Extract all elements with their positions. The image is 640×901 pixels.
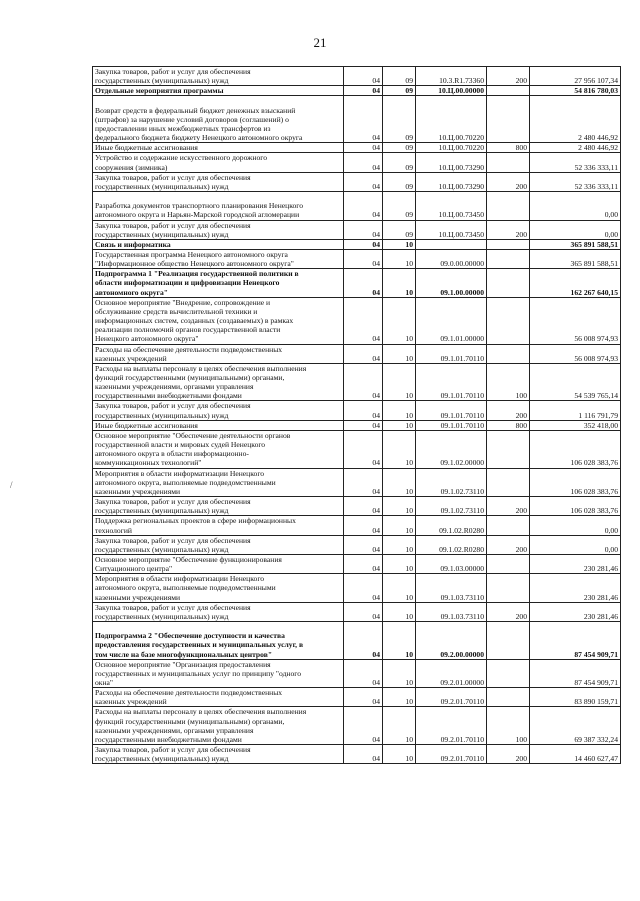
row-subsection-code: 09 — [383, 96, 416, 143]
row-name: Закупка товаров, работ и услуг для обеспечения государственных (муниципальных) нужд — [93, 745, 344, 764]
row-expense-type: 200 — [487, 172, 530, 191]
row-name: Разработка документов транспортного планирования Ненецкого автономного округа и Нарьян-Марской городской агломерации — [93, 192, 344, 220]
row-subsection-code: 09 — [383, 143, 416, 153]
row-target-article: 10.Ц.00.70220 — [416, 96, 487, 143]
row-amount: 2 480 446,92 — [530, 143, 621, 153]
row-amount: 56 008 974,93 — [530, 344, 621, 363]
row-expense-type: 200 — [487, 745, 530, 764]
row-target-article: 09.2.01.70110 — [416, 707, 487, 745]
row-subsection-code: 10 — [383, 574, 416, 602]
table-row — [93, 344, 621, 363]
row-subsection-code: 09 — [383, 67, 416, 86]
row-target-article: 10.Ц.00.73290 — [416, 153, 487, 172]
row-expense-type — [487, 239, 530, 249]
row-name: Иные бюджетные ассигнования — [93, 143, 344, 153]
row-name: Закупка товаров, работ и услуг для обеспечения государственных (муниципальных) нужд — [93, 220, 344, 239]
row-section-code: 04 — [344, 239, 383, 249]
table-row — [93, 574, 621, 602]
row-target-article: 09.1.01.70110 — [416, 344, 487, 363]
row-amount: 352 418,00 — [530, 420, 621, 430]
row-target-article: 10.Ц.00.73290 — [416, 172, 487, 191]
row-expense-type — [487, 516, 530, 535]
row-subsection-code: 10 — [383, 516, 416, 535]
row-section-code: 04 — [344, 535, 383, 554]
row-expense-type — [487, 192, 530, 220]
row-name: Устройство и содержание искусственного дорожного сооружения (зимника) — [93, 153, 344, 172]
table-row — [93, 535, 621, 554]
row-target-article: 09.1.00.00000 — [416, 269, 487, 297]
table-row — [93, 622, 621, 660]
row-name: Связь и информатика — [93, 239, 344, 249]
row-amount: 0,00 — [530, 516, 621, 535]
row-name: Государственная программа Ненецкого автономного округа "Информационное общество Ненецкого автономного округа" — [93, 249, 344, 268]
table-row — [93, 192, 621, 220]
row-expense-type — [487, 554, 530, 573]
row-target-article: 10.3.R1.73360 — [416, 67, 487, 86]
row-amount: 54 816 780,03 — [530, 86, 621, 96]
row-name: Иные бюджетные ассигнования — [93, 420, 344, 430]
row-subsection-code: 10 — [383, 269, 416, 297]
row-amount: 1 116 791,79 — [530, 401, 621, 420]
row-subsection-code: 10 — [383, 344, 416, 363]
row-name: Подпрограмма 1 "Реализация государственной политики в области информатизации и цифровизации Ненецкого автономного округа" — [93, 269, 344, 297]
row-amount: 365 891 588,51 — [530, 239, 621, 249]
row-amount: 2 480 446,92 — [530, 96, 621, 143]
table-row — [93, 707, 621, 745]
row-expense-type: 800 — [487, 420, 530, 430]
row-amount: 54 539 765,14 — [530, 363, 621, 401]
row-section-code: 04 — [344, 269, 383, 297]
row-name: Подпрограмма 2 "Обеспечение доступности и качества предоставления государственных и муниципальных услуг, в том числе на базе многофункциональных центров" — [93, 622, 344, 660]
table-row — [93, 172, 621, 191]
row-name: Закупка товаров, работ и услуг для обеспечения государственных (муниципальных) нужд — [93, 497, 344, 516]
row-amount: 87 454 909,71 — [530, 622, 621, 660]
row-section-code: 04 — [344, 86, 383, 96]
row-subsection-code: 09 — [383, 220, 416, 239]
table-row — [93, 143, 621, 153]
row-expense-type — [487, 622, 530, 660]
row-section-code: 04 — [344, 67, 383, 86]
row-target-article: 09.0.00.00000 — [416, 249, 487, 268]
row-subsection-code: 10 — [383, 707, 416, 745]
row-subsection-code: 10 — [383, 401, 416, 420]
table-row — [93, 516, 621, 535]
row-expense-type — [487, 297, 530, 344]
row-amount: 56 008 974,93 — [530, 297, 621, 344]
row-name: Расходы на выплаты персоналу в целях обеспечения выполнения функций государственными (муниципальными) органами, казенными учреждениями, органами управления государственными внебюджетными фондами — [93, 363, 344, 401]
row-expense-type — [487, 574, 530, 602]
row-amount: 0,00 — [530, 535, 621, 554]
row-amount: 230 281,46 — [530, 574, 621, 602]
row-section-code: 04 — [344, 622, 383, 660]
row-amount: 106 028 383,76 — [530, 430, 621, 468]
table-row — [93, 297, 621, 344]
row-subsection-code: 10 — [383, 602, 416, 621]
row-section-code: 04 — [344, 192, 383, 220]
row-name: Закупка товаров, работ и услуг для обеспечения государственных (муниципальных) нужд — [93, 602, 344, 621]
row-subsection-code: 09 — [383, 153, 416, 172]
table-row — [93, 401, 621, 420]
row-target-article: 10.Ц.00.73450 — [416, 192, 487, 220]
row-amount: 0,00 — [530, 192, 621, 220]
row-section-code: 04 — [344, 153, 383, 172]
row-expense-type: 800 — [487, 143, 530, 153]
row-subsection-code: 10 — [383, 297, 416, 344]
row-name: Мероприятия в области информатизации Ненецкого автономного округа, выполняемые подведомственными казенными учреждениями — [93, 468, 344, 496]
row-section-code: 04 — [344, 249, 383, 268]
row-section-code: 04 — [344, 707, 383, 745]
row-target-article: 09.1.01.70110 — [416, 363, 487, 401]
row-expense-type: 200 — [487, 602, 530, 621]
budget-table — [92, 66, 621, 764]
row-subsection-code: 10 — [383, 688, 416, 707]
row-name: Закупка товаров, работ и услуг для обеспечения государственных (муниципальных) нужд — [93, 535, 344, 554]
row-name: Основное мероприятие "Обеспечение деятельности органов государственной власти и мировых судей Ненецкого автономного округа в области информационно- коммуникационных технологий" — [93, 430, 344, 468]
table-row — [93, 249, 621, 268]
row-subsection-code: 10 — [383, 249, 416, 268]
row-section-code: 04 — [344, 468, 383, 496]
row-subsection-code: 10 — [383, 468, 416, 496]
row-expense-type — [487, 96, 530, 143]
row-target-article: 10.Ц.00.00000 — [416, 86, 487, 96]
row-section-code: 04 — [344, 688, 383, 707]
table-row — [93, 688, 621, 707]
row-amount: 52 336 333,11 — [530, 172, 621, 191]
table-row — [93, 497, 621, 516]
table-row — [93, 745, 621, 764]
row-expense-type — [487, 344, 530, 363]
row-subsection-code: 10 — [383, 239, 416, 249]
page-number: 21 — [313, 35, 327, 50]
row-name: Расходы на выплаты персоналу в целях обеспечения выполнения функций государственными (муниципальными) органами, казенными учреждениями, органами управления государственными внебюджетными фондами — [93, 707, 344, 745]
row-section-code: 04 — [344, 516, 383, 535]
row-target-article: 09.1.02.R0280 — [416, 516, 487, 535]
table-row — [93, 430, 621, 468]
row-expense-type: 100 — [487, 707, 530, 745]
row-subsection-code: 09 — [383, 192, 416, 220]
row-target-article: 09.2.01.70110 — [416, 688, 487, 707]
budget-table-body — [93, 67, 621, 764]
row-subsection-code: 10 — [383, 497, 416, 516]
row-section-code: 04 — [344, 745, 383, 764]
row-section-code: 04 — [344, 430, 383, 468]
row-section-code: 04 — [344, 554, 383, 573]
table-row — [93, 554, 621, 573]
row-target-article: 09.1.02.00000 — [416, 430, 487, 468]
table-row — [93, 363, 621, 401]
row-subsection-code: 10 — [383, 745, 416, 764]
row-name: Отдельные мероприятия программы — [93, 86, 344, 96]
table-row — [93, 86, 621, 96]
row-target-article — [416, 239, 487, 249]
row-expense-type: 100 — [487, 363, 530, 401]
row-amount: 87 454 909,71 — [530, 659, 621, 687]
row-target-article: 10.Ц.00.70220 — [416, 143, 487, 153]
row-name: Закупка товаров, работ и услуг для обеспечения государственных (муниципальных) нужд — [93, 67, 344, 86]
row-amount: 162 267 640,15 — [530, 269, 621, 297]
table-row — [93, 659, 621, 687]
row-expense-type: 200 — [487, 220, 530, 239]
row-section-code: 04 — [344, 363, 383, 401]
row-expense-type — [487, 249, 530, 268]
row-section-code: 04 — [344, 220, 383, 239]
row-expense-type: 200 — [487, 67, 530, 86]
row-amount: 14 460 627,47 — [530, 745, 621, 764]
row-amount: 106 028 383,76 — [530, 497, 621, 516]
row-expense-type — [487, 86, 530, 96]
row-name: Основное мероприятие "Обеспечение функционирования Ситуационного центра" — [93, 554, 344, 573]
row-expense-type: 200 — [487, 497, 530, 516]
row-amount: 52 336 333,11 — [530, 153, 621, 172]
margin-mark: / — [10, 480, 13, 490]
row-subsection-code: 10 — [383, 535, 416, 554]
row-subsection-code: 10 — [383, 363, 416, 401]
row-section-code: 04 — [344, 401, 383, 420]
row-target-article: 09.1.01.70110 — [416, 401, 487, 420]
table-row — [93, 96, 621, 143]
row-target-article: 09.1.02.R0280 — [416, 535, 487, 554]
table-row — [93, 220, 621, 239]
row-name: Расходы на обеспечение деятельности подведомственных казенных учреждений — [93, 344, 344, 363]
row-section-code: 04 — [344, 420, 383, 430]
row-name: Закупка товаров, работ и услуг для обеспечения государственных (муниципальных) нужд — [93, 172, 344, 191]
table-row — [93, 239, 621, 249]
table-row — [93, 468, 621, 496]
row-target-article: 09.1.03.73110 — [416, 602, 487, 621]
row-subsection-code: 10 — [383, 554, 416, 573]
row-target-article: 09.1.02.73110 — [416, 468, 487, 496]
row-expense-type — [487, 468, 530, 496]
row-amount: 230 281,46 — [530, 554, 621, 573]
row-subsection-code: 10 — [383, 622, 416, 660]
row-subsection-code: 10 — [383, 430, 416, 468]
row-section-code: 04 — [344, 172, 383, 191]
row-expense-type — [487, 688, 530, 707]
row-target-article: 09.2.00.00000 — [416, 622, 487, 660]
row-expense-type — [487, 430, 530, 468]
row-section-code: 04 — [344, 96, 383, 143]
row-amount: 106 028 383,76 — [530, 468, 621, 496]
row-target-article: 09.1.01.00000 — [416, 297, 487, 344]
row-section-code: 04 — [344, 574, 383, 602]
table-row — [93, 153, 621, 172]
row-expense-type: 200 — [487, 401, 530, 420]
row-name: Возврат средств в федеральный бюджет денежных взысканий (штрафов) за нарушение условий договоров (соглашений) о предоставлении иных межбюджетных трансфертов из федерального бюджета бюджету Ненецкого автономного округа — [93, 96, 344, 143]
row-name: Основное мероприятие "Внедрение, сопровождение и обслуживание средств вычислительной техники и информационных систем, созданных (создаваемых) в рамках реализации полномочий органов государственной власти Ненецкого автономного округа" — [93, 297, 344, 344]
row-amount: 230 281,46 — [530, 602, 621, 621]
row-target-article: 09.1.03.00000 — [416, 554, 487, 573]
row-section-code: 04 — [344, 143, 383, 153]
row-name: Основное мероприятие "Организация предоставления государственных и муниципальных услуг по принципу "одного окна" — [93, 659, 344, 687]
row-subsection-code: 09 — [383, 172, 416, 191]
row-target-article: 09.1.01.70110 — [416, 420, 487, 430]
row-expense-type — [487, 153, 530, 172]
row-section-code: 04 — [344, 344, 383, 363]
row-name: Поддержка региональных проектов в сфере информационных технологий — [93, 516, 344, 535]
table-row — [93, 67, 621, 86]
row-amount: 0,00 — [530, 220, 621, 239]
table-row — [93, 420, 621, 430]
row-section-code: 04 — [344, 602, 383, 621]
row-target-article: 09.2.01.70110 — [416, 745, 487, 764]
row-subsection-code: 09 — [383, 86, 416, 96]
row-name: Мероприятия в области информатизации Ненецкого автономного округа, выполняемые подведомственными казенными учреждениями — [93, 574, 344, 602]
row-expense-type — [487, 659, 530, 687]
row-name: Закупка товаров, работ и услуг для обеспечения государственных (муниципальных) нужд — [93, 401, 344, 420]
row-amount: 27 956 107,34 — [530, 67, 621, 86]
table-row — [93, 269, 621, 297]
row-section-code: 04 — [344, 659, 383, 687]
row-section-code: 04 — [344, 497, 383, 516]
row-name: Расходы на обеспечение деятельности подведомственных казенных учреждений — [93, 688, 344, 707]
row-subsection-code: 10 — [383, 420, 416, 430]
row-target-article: 09.1.03.73110 — [416, 574, 487, 602]
row-section-code: 04 — [344, 297, 383, 344]
row-amount: 83 890 159,71 — [530, 688, 621, 707]
row-amount: 69 387 332,24 — [530, 707, 621, 745]
row-target-article: 10.Ц.00.73450 — [416, 220, 487, 239]
table-row — [93, 602, 621, 621]
row-expense-type — [487, 269, 530, 297]
row-amount: 365 891 588,51 — [530, 249, 621, 268]
row-target-article: 09.1.02.73110 — [416, 497, 487, 516]
row-subsection-code: 10 — [383, 659, 416, 687]
row-target-article: 09.2.01.00000 — [416, 659, 487, 687]
row-expense-type: 200 — [487, 535, 530, 554]
